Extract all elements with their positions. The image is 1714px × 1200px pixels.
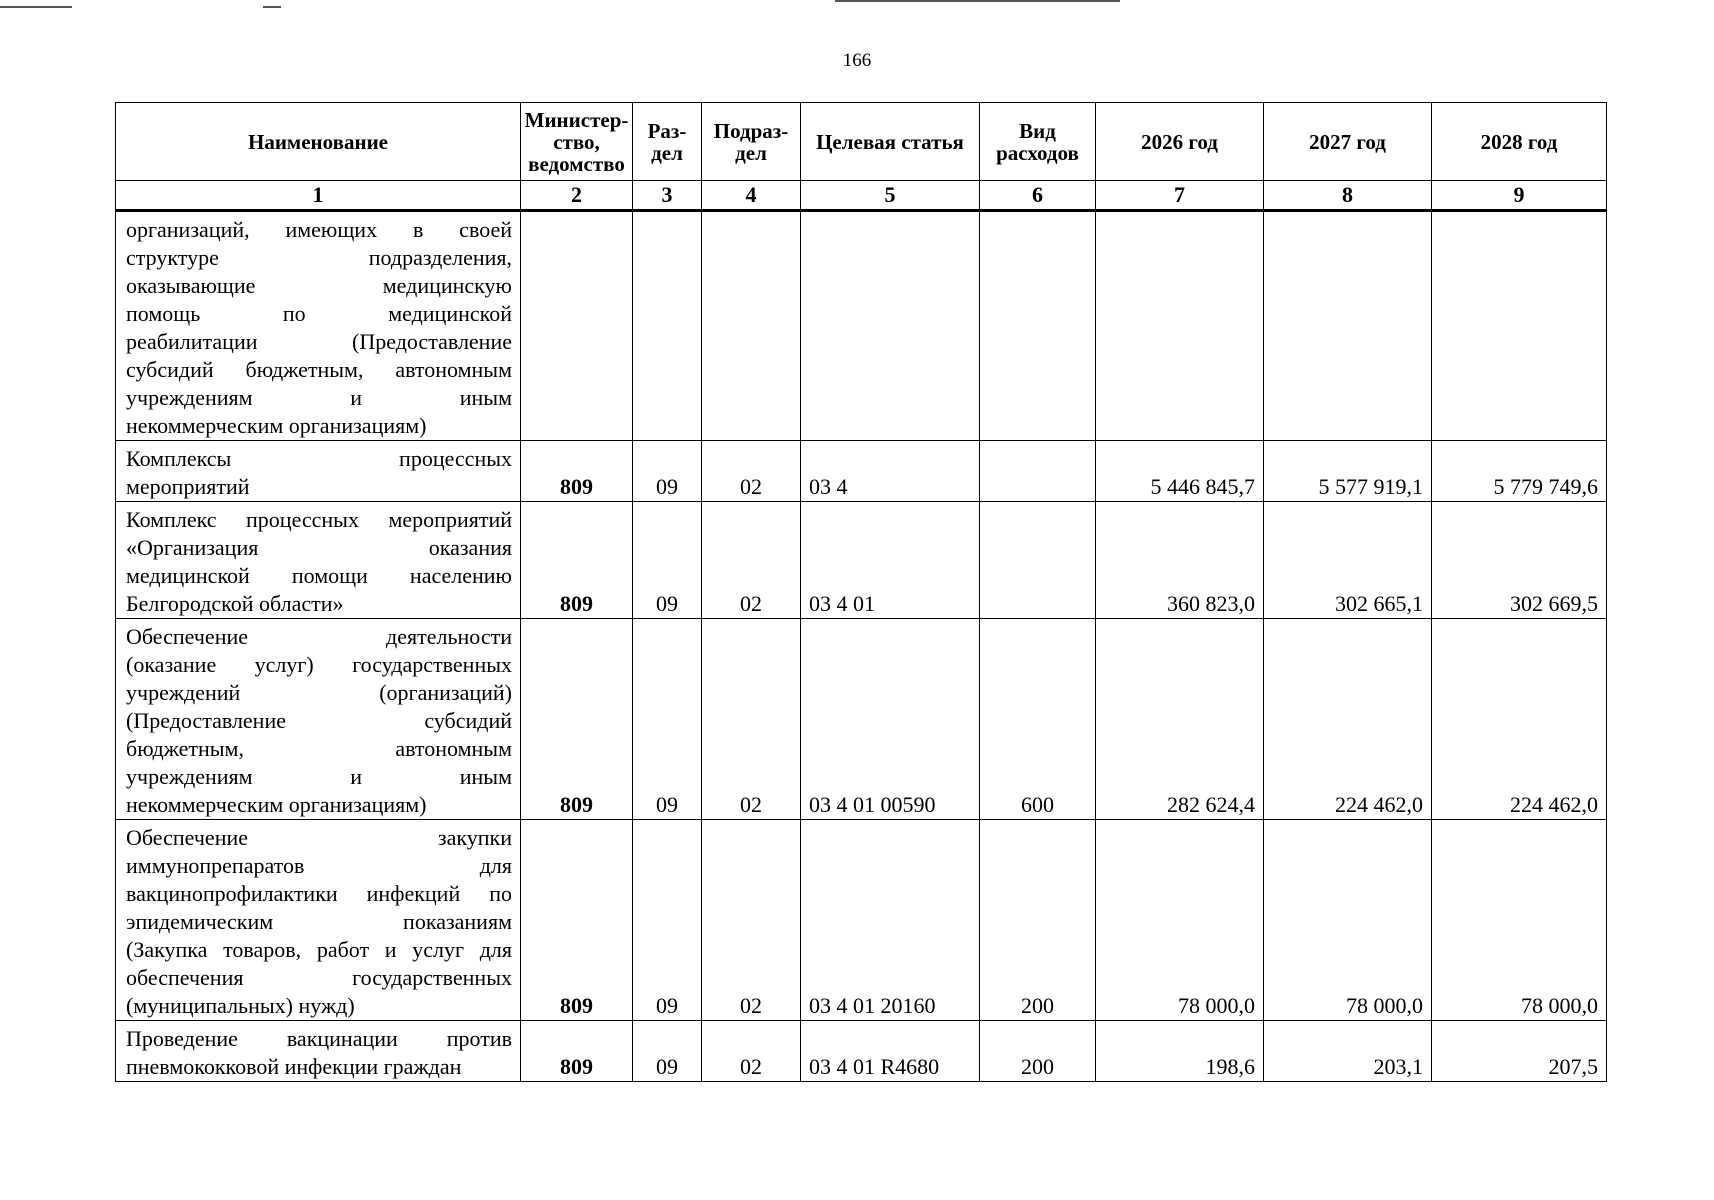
scan-artifact-line [0, 6, 72, 8]
cell-name-line: эпидемическим показаниям [126, 909, 512, 934]
cell-year-2028 [1432, 211, 1607, 441]
cell-expense-type [980, 502, 1096, 619]
cell-name-line: помощь по медицинской [126, 301, 512, 326]
cell-subsection: 02 [702, 820, 801, 1021]
cell-target: 03 4 [801, 441, 980, 502]
cell-target [801, 211, 980, 441]
cell-year-2027: 78 000,0 [1264, 820, 1432, 1021]
cell-year-2027 [1264, 211, 1432, 441]
cell-name-line: Комплексы процессных [126, 446, 512, 471]
cell-subsection [702, 211, 801, 441]
cell-year-2027: 5 577 919,1 [1264, 441, 1432, 502]
budget-table [115, 102, 1607, 1082]
cell-name-line: (Закупка товаров, работ и услуг для [126, 937, 512, 962]
header-ministry: Министер-ство, ведомство [521, 103, 633, 181]
table-row [116, 820, 1607, 1021]
table-row [116, 1021, 1607, 1082]
cell-name-line: (Предоставление субсидий [126, 708, 512, 733]
cell-name-line: Обеспечение деятельности [126, 624, 512, 649]
scan-artifact-line [263, 6, 281, 8]
cell-section [633, 211, 702, 441]
column-number-row [116, 181, 1607, 211]
header-row [116, 103, 1607, 181]
cell-year-2028: 5 779 749,6 [1432, 441, 1607, 502]
cell-target: 03 4 01 00590 [801, 619, 980, 820]
cell-year-2026: 282 624,4 [1096, 619, 1264, 820]
column-number: 2 [521, 181, 633, 211]
cell-name [116, 619, 521, 820]
cell-expense-type: 200 [980, 1021, 1096, 1082]
cell-ministry: 809 [521, 1021, 633, 1082]
cell-expense-type [980, 441, 1096, 502]
cell-ministry [521, 211, 633, 441]
cell-year-2026: 360 823,0 [1096, 502, 1264, 619]
header-subsection: Подраз-дел [702, 103, 801, 181]
cell-year-2028: 207,5 [1432, 1021, 1607, 1082]
header-target: Целевая статья [801, 103, 980, 181]
cell-ministry: 809 [521, 502, 633, 619]
cell-name [116, 211, 521, 441]
cell-name-line: оказывающие медицинскую [126, 273, 512, 298]
cell-section: 09 [633, 441, 702, 502]
table-row [116, 619, 1607, 820]
cell-ministry: 809 [521, 820, 633, 1021]
cell-name-line: учреждениям и иным [126, 385, 512, 410]
cell-year-2027: 224 462,0 [1264, 619, 1432, 820]
cell-target: 03 4 01 [801, 502, 980, 619]
cell-year-2026 [1096, 211, 1264, 441]
cell-expense-type [980, 211, 1096, 441]
cell-year-2026: 5 446 845,7 [1096, 441, 1264, 502]
header-year-2027: 2027 год [1264, 103, 1432, 181]
cell-name [116, 441, 521, 502]
cell-ministry: 809 [521, 619, 633, 820]
cell-name-line: учреждений (организаций) [126, 680, 512, 705]
cell-name-line: некоммерческим организациям) [126, 792, 427, 817]
header-section: Раз-дел [633, 103, 702, 181]
column-number: 3 [633, 181, 702, 211]
cell-name-line: (оказание услуг) государственных [126, 652, 512, 677]
cell-expense-type: 200 [980, 820, 1096, 1021]
cell-name [116, 502, 521, 619]
cell-subsection: 02 [702, 502, 801, 619]
cell-name-line: субсидий бюджетным, автономным [126, 357, 512, 382]
cell-name-line: пневмококковой инфекции граждан [126, 1054, 462, 1079]
cell-name-line: иммунопрепаратов для [126, 853, 512, 878]
page-number: 166 [842, 50, 872, 71]
table-row [116, 502, 1607, 619]
cell-name-line: некоммерческим организациям) [126, 413, 427, 438]
cell-year-2027: 203,1 [1264, 1021, 1432, 1082]
column-number: 5 [801, 181, 980, 211]
cell-name-line: вакцинопрофилактики инфекций по [126, 881, 512, 906]
cell-year-2027: 302 665,1 [1264, 502, 1432, 619]
cell-name-line: организаций, имеющих в своей [126, 217, 512, 242]
cell-name-line: обеспечения государственных [126, 965, 512, 990]
cell-section: 09 [633, 619, 702, 820]
cell-expense-type: 600 [980, 619, 1096, 820]
cell-year-2026: 78 000,0 [1096, 820, 1264, 1021]
cell-section: 09 [633, 1021, 702, 1082]
cell-target: 03 4 01 20160 [801, 820, 980, 1021]
header-name: Наименование [116, 103, 521, 181]
header-expense-type: Вид расходов [980, 103, 1096, 181]
column-number: 8 [1264, 181, 1432, 211]
cell-name-line: мероприятий [126, 474, 250, 499]
table-row [116, 441, 1607, 502]
cell-name-line: структуре подразделения, [126, 245, 512, 270]
header-year-2028: 2028 год [1432, 103, 1607, 181]
cell-ministry: 809 [521, 441, 633, 502]
cell-subsection: 02 [702, 441, 801, 502]
cell-name-line: учреждениям и иным [126, 764, 512, 789]
column-number: 9 [1432, 181, 1607, 211]
cell-year-2028: 78 000,0 [1432, 820, 1607, 1021]
column-number: 1 [116, 181, 521, 211]
cell-name-line: Белгородской области» [126, 591, 344, 616]
table-body [116, 211, 1607, 1082]
cell-name-line: (муниципальных) нужд) [126, 993, 355, 1018]
cell-name-line: «Организация оказания [126, 535, 512, 560]
cell-name-line: Комплекс процессных мероприятий [126, 507, 512, 532]
header-year-2026: 2026 год [1096, 103, 1264, 181]
column-number: 7 [1096, 181, 1264, 211]
cell-target: 03 4 01 R4680 [801, 1021, 980, 1082]
column-number: 4 [702, 181, 801, 211]
table-row [116, 211, 1607, 441]
cell-section: 09 [633, 502, 702, 619]
column-number: 6 [980, 181, 1096, 211]
scan-artifact-line [835, 0, 1120, 2]
cell-name-line: Проведение вакцинации против [126, 1026, 512, 1051]
cell-name-line: бюджетным, автономным [126, 736, 512, 761]
cell-name-line: Обеспечение закупки [126, 825, 512, 850]
cell-year-2028: 224 462,0 [1432, 619, 1607, 820]
cell-year-2028: 302 669,5 [1432, 502, 1607, 619]
cell-subsection: 02 [702, 1021, 801, 1082]
cell-name-line: медицинской помощи населению [126, 563, 512, 588]
cell-name [116, 1021, 521, 1082]
cell-name-line: реабилитации (Предоставление [126, 329, 512, 354]
cell-year-2026: 198,6 [1096, 1021, 1264, 1082]
cell-name [116, 820, 521, 1021]
cell-subsection: 02 [702, 619, 801, 820]
cell-section: 09 [633, 820, 702, 1021]
